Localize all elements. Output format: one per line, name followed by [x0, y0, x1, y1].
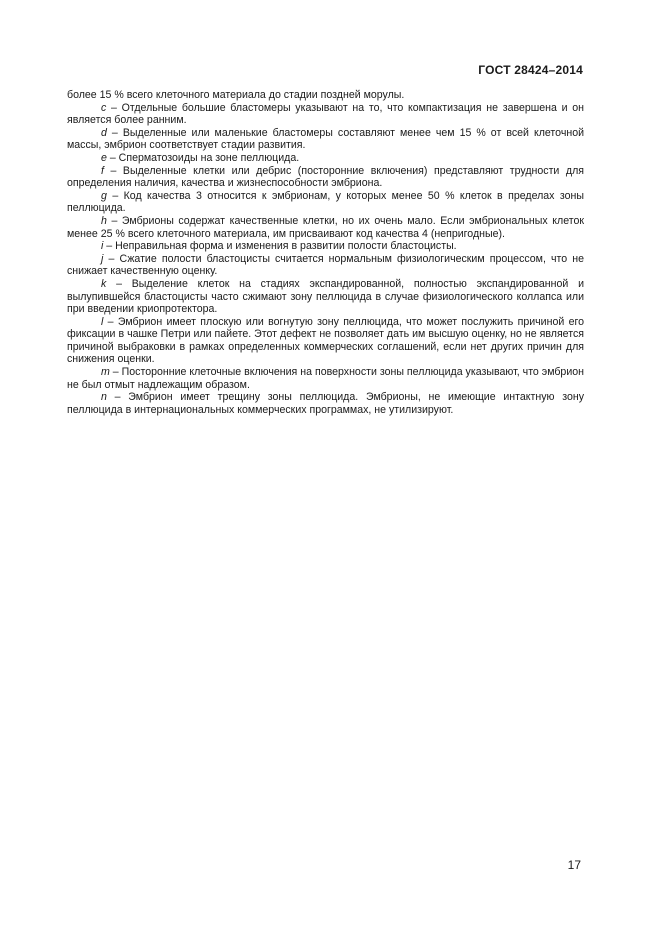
- paragraph-text: более 15 % всего клеточного материала до стадии поздней морулы.: [67, 89, 405, 101]
- paragraph-c: [67, 102, 584, 127]
- item-letter: c: [101, 101, 107, 114]
- paragraph-l: [67, 316, 584, 366]
- paragraph-text: – Выделенные клетки или дебрис (посторонние включения) представляют трудности для определения наличия, качества и жизнеспособности эмбриона.: [67, 164, 584, 190]
- paragraph-d: [67, 127, 584, 152]
- paragraph-text: – Отдельные большие бластомеры указывают на то, что компактизация не завершена и он является более ранним.: [67, 101, 584, 127]
- item-letter: n: [101, 391, 107, 404]
- item-letter: e: [101, 151, 107, 164]
- item-letter: g: [101, 189, 107, 202]
- paragraph-text: – Эмбрионы содержат качественные клетки, но их очень мало. Если эмбриональных клеток менее 25 % всего клеточного материала, им присваивают код качества 4 (непригодные).: [67, 214, 584, 240]
- paragraph-continuation: [67, 89, 584, 102]
- paragraph-text: – Посторонние клеточные включения на поверхности зоны пеллюцида указывают, что эмбрион не был отмыт надлежащим образом.: [67, 366, 584, 391]
- item-letter: f: [101, 164, 104, 177]
- document-standard-header: ГОСТ 28424–2014: [478, 63, 583, 77]
- item-letter: j: [101, 252, 104, 265]
- item-letter: h: [101, 214, 107, 227]
- paragraph-f: [67, 165, 584, 190]
- paragraph-text: – Код качества 3 относится к эмбрионам, у которых менее 50 % клеток в пределах зоны пеллюцида.: [67, 189, 584, 215]
- paragraph-text: – Неправильная форма и изменения в развитии полости бластоцисты.: [103, 240, 457, 253]
- paragraph-text: – Эмбрион имеет трещину зоны пеллюцида. Эмбрионы, не имеющие интактную зону пеллюцида в интернациональных коммерческих программах, не утилизируют.: [67, 391, 584, 416]
- paragraph-text: – Сперматозоиды на зоне пеллюцида.: [106, 151, 300, 164]
- paragraph-n: [67, 391, 584, 416]
- paragraph-e: [67, 152, 584, 165]
- paragraph-h: [67, 215, 584, 240]
- paragraph-m: [67, 366, 584, 391]
- paragraph-text: – Сжатие полости бластоцисты считается нормальным физиологическим процессом, что не снижает качественную оценку.: [67, 252, 584, 278]
- document-body: [67, 89, 584, 416]
- item-letter: k: [101, 277, 107, 290]
- paragraph-i: [67, 240, 584, 253]
- paragraph-text: – Выделенные или маленькие бластомеры составляют менее чем 15 % от всей клеточной массы, эмбрион соответствует стадии развития.: [67, 126, 584, 152]
- paragraph-g: [67, 190, 584, 215]
- paragraph-text: – Эмбрион имеет плоскую или вогнутую зону пеллюцида, что может послужить причиной его фиксации в чашке Петри или пайете. Этот дефект не позволяет дать им высшую оценку, но не является причиной выбраковки в рамках определенных коммерческих соглашений, если нет других причин для снижения оценки.: [67, 315, 584, 366]
- item-letter: d: [101, 126, 107, 139]
- item-letter: i: [101, 240, 104, 253]
- page-number: 17: [567, 858, 581, 872]
- paragraph-j: [67, 253, 584, 278]
- paragraph-k: [67, 278, 584, 316]
- item-letter: m: [101, 366, 110, 379]
- paragraph-text: – Выделение клеток на стадиях экспандированной, полностью экспандированной и вылупившейся бластоцисты часто сжимают зону пеллюцида в случае физиологического коллапса или при введении криопротектора.: [67, 277, 584, 316]
- item-letter: l: [101, 315, 104, 328]
